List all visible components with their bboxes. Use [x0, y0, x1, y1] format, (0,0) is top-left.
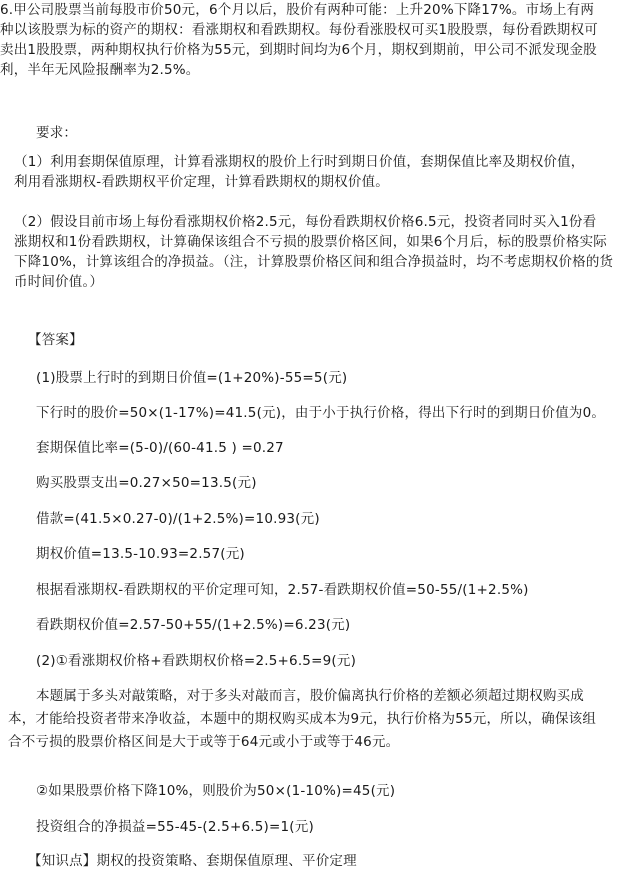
requirement-title: 要求：: [36, 125, 78, 141]
requirement-1-line: （1）利用套期保值原理，计算看涨期权的股价上行时到期日价值，套期保值比率及期权价值，: [14, 154, 585, 170]
answer-explanation-line: 本，才能给投资者带来净收益，本题中的期权购买成本为9元，执行价格为55元，所以，确保该组: [8, 711, 597, 727]
answer-step: 购买股票支出=0.27×50=13.5(元): [36, 475, 257, 491]
answer-step: 套期保值比率=(5-0)/(60-41.5 ) =0.27: [36, 440, 284, 456]
answer-step: 根据看涨期权-看跌期权的平价定理可知，2.57-看跌期权价值=50-55/(1+2.5%): [36, 582, 529, 598]
answer-step: ②如果股票价格下降10%，则股价为50×(1-10%)=45(元): [36, 783, 396, 799]
question-line: 利，半年无风险报酬率为2.5%。: [0, 62, 200, 78]
requirement-2-line: 下降10%，计算该组合的净损益。（注，计算股票价格区间和组合净损益时，均不考虑期权价格的货: [14, 254, 614, 270]
answer-step: 下行时的股价=50×(1-17%)=41.5(元)，由于小于执行价格，得出下行时的到期日价值为0。: [36, 405, 606, 421]
question-line: 卖出1股股票，两种期权执行价格为55元，到期时间均为6个月，期权到期前，甲公司不派发现金股: [0, 42, 597, 58]
answer-step: (1)股票上行时的到期日价值=(1+20%)-55=5(元): [36, 370, 348, 386]
answer-title: 【答案】: [28, 332, 83, 348]
answer-explanation-line: 本题属于多头对敲策略，对于多头对敲而言，股价偏离执行价格的差额必须超过期权购买成: [36, 688, 584, 704]
question-line: 种以该股票为标的资产的期权：看涨期权和看跌期权。每份看涨股权可买1股股票，每份看跌期权可: [0, 22, 598, 38]
answer-step: 借款=(41.5×0.27-0)/(1+2.5%)=10.93(元): [36, 511, 320, 527]
question-line: 6.甲公司股票当前每股市价50元，6个月以后，股价有两种可能：上升20%下降17%。市场上有两: [0, 2, 595, 18]
requirement-2-line: 币时间价值。）: [14, 274, 104, 290]
answer-step: (2)①看涨期权价格+看跌期权价格=2.5+6.5=9(元): [36, 653, 357, 669]
answer-step: 投资组合的净损益=55-45-(2.5+6.5)=1(元): [36, 819, 314, 835]
requirement-1-line: 利用看涨期权-看跌期权平价定理，计算看跌期权的期权价值。: [14, 174, 389, 190]
answer-explanation: [8, 686, 632, 752]
answer-step: 看跌期权价值=2.57-50+55/(1+2.5%)=6.23(元): [36, 617, 351, 633]
requirement-2: [14, 212, 638, 292]
question-paragraph: [0, 0, 624, 80]
knowledge-points: 【知识点】期权的投资策略、套期保值原理、平价定理: [28, 853, 357, 869]
answer-explanation-line: 合不亏损的股票价格区间是大于或等于64元或小于或等于46元。: [8, 734, 400, 750]
requirement-1: [14, 152, 638, 192]
answer-step: 期权价值=13.5-10.93=2.57(元): [36, 546, 245, 562]
requirement-2-line: （2）假设目前市场上每份看涨期权价格2.5元，每份看跌期权价格6.5元，投资者同时买入1份看: [14, 214, 597, 230]
requirement-2-line: 涨期权和1份看跌期权，计算确保该组合不亏损的股票价格区间，如果6个月后，标的股票价格实际: [14, 234, 607, 250]
